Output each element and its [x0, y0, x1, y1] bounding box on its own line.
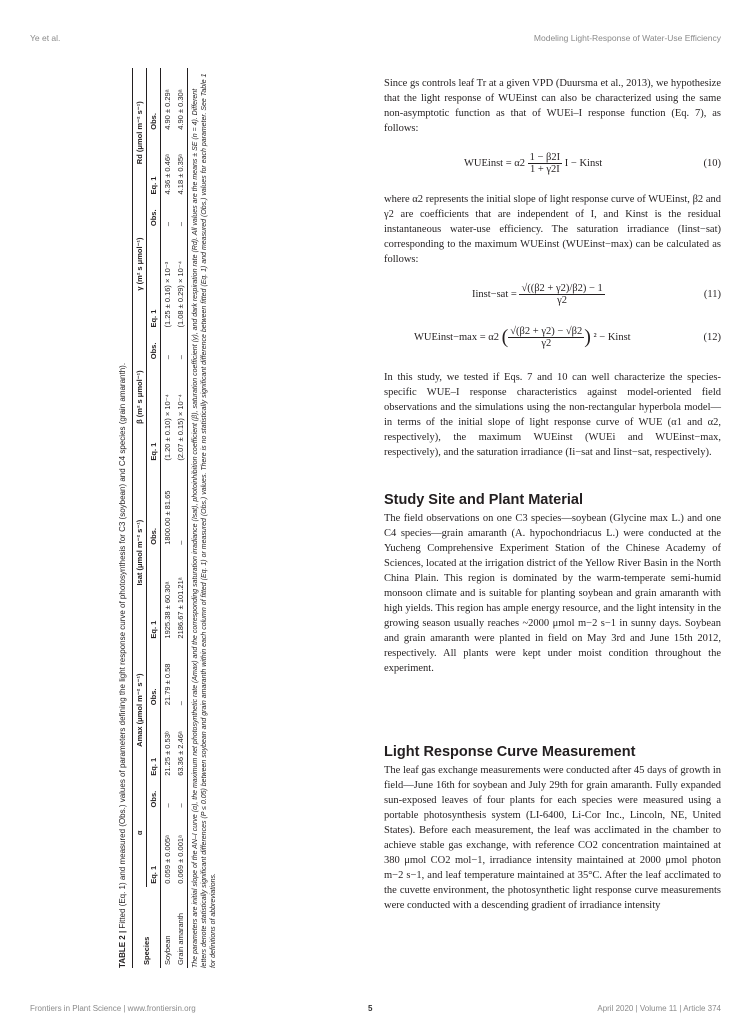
- eq12-lhs: WUEinst−max = α2: [414, 331, 499, 343]
- cell: –: [176, 803, 185, 808]
- cell: –: [163, 803, 172, 808]
- sub-eq: Eq. 1: [149, 620, 158, 639]
- equation-12: WUEinst−max = α2 ( $\frac{√(\beta 2 + \gamma 2) - √\beta 2}{\gamma 2}$ ) ² − Kinst (12): [414, 326, 721, 349]
- eq12-numerator: √(β2 + γ2) − √β2: [510, 326, 583, 337]
- eq11-denominator: γ2: [557, 295, 568, 306]
- col-amax: Amax (μmol m⁻² s⁻¹): [135, 673, 144, 747]
- parameters-table: [132, 68, 188, 968]
- cell: (1.08 ± 0.29) × 10⁻⁴: [176, 261, 185, 328]
- table-row: [161, 68, 175, 968]
- eq12-tail: ² − Kinst: [593, 331, 631, 343]
- footer-journal: Frontiers in Plant Science | www.frontiersin.org: [30, 1004, 196, 1013]
- eq11-lhs: Iinst−sat =: [472, 288, 517, 300]
- eq10-tail: I − Kinst: [564, 157, 603, 169]
- table-footnote: The parameters are initial slope of the AN–I curve (α), the maximum net photosynthetic rate (Amax) and the corresponding saturation irradiance (Isat), photoinhibition coefficient (β), saturation coefficient (γ), and dark respiration rate (Rd). All values are the means ± SE (n = 4). Different letters denote statistically significant differences (P ≤ 0.05) between soybean and grain amaranth within each column of fitted (Eq. 1) or measured (Obs.) values. There is no statistically significant difference between fitted (Eq. 1) and measured (Obs.) values for each parameter. See Table 1 for definitions of abbreviations.: [192, 73, 217, 968]
- col-species: Species: [142, 936, 151, 965]
- sub-eq: Eq. 1: [149, 176, 158, 195]
- eq10-numerator: 1 − β2I: [529, 152, 561, 163]
- eq12-fraction: [508, 326, 584, 349]
- table-row: [174, 68, 188, 968]
- equation-10: [384, 146, 721, 186]
- eq10-denominator: 1 + γ2I: [529, 164, 560, 175]
- sub-obs: Obs.: [149, 790, 158, 808]
- table-caption-text: Fitted (Eq. 1) and measured (Obs.) values of parameters defining the light response curve of photosynthesis for C3 (soybean) and C4 species (grain amaranth).: [118, 362, 127, 929]
- cell: 4.36 ± 0.46ᵃ: [163, 154, 172, 195]
- sub-obs: Obs.: [149, 113, 158, 130]
- equation-11: [384, 277, 721, 317]
- cell-species: Grain amaranth: [176, 912, 185, 965]
- section-heading-light-response: Light Response Curve Measurement: [384, 744, 636, 760]
- cell: (1.25 ± 0.16) × 10⁻³: [163, 261, 172, 328]
- table-caption: [118, 68, 128, 968]
- eq10-fraction: [528, 152, 563, 175]
- sub-obs: Obs.: [149, 688, 158, 706]
- sub-eq: Eq. 1: [149, 309, 158, 328]
- cell: 4.18 ± 0.35ᵃ: [176, 154, 185, 195]
- cell: 2186.67 ± 101.21ᵃ: [176, 577, 185, 639]
- cell-species: Soybean: [163, 935, 172, 965]
- cell: 1925.38 ± 60.30ᵃ: [163, 581, 172, 639]
- cell: –: [176, 355, 185, 360]
- col-beta: β (m² s μmol⁻¹): [135, 370, 144, 424]
- cell: –: [163, 221, 172, 227]
- paragraph-light-response: The leaf gas exchange measurements were conducted after 45 days of growth in field—June 16th for soybean and July 29th for grain amaranth. Fully expanded sun-exposed leaves of four plants for each species were measured using a portable photosynthesis system (LI-6400, Li-Cor Inc., Lincoln, NE, United States). Before each measurement, the leaf was acclimated in the chamber to achieve stable gas exchange, with reference CO2 concentration maintained at 380 μmol CO2 mol−1, irradiance intensity maintained at 2000 μmol photon m−2 s−1, and leaf temperature maintained at 35°C. After the leaf acclimated to the cuvette environment, the photosynthetic light response curve measurements were conducted with a descending gradient of irradiance intensity: [384, 765, 721, 911]
- cell: (1.20 ± 0.10) × 10⁻⁴: [163, 394, 172, 461]
- eq12-denominator: γ2: [541, 338, 552, 349]
- paragraph-study-site: The field observations on one C3 species—soybean (Glycine max L.) and one C4 species—grain amaranth (A. hypochondriacus L.) were conducted at the Yucheng Comprehensive Experiment Station of the Chinese Academy of Sciences, located at the irrigation district of the Yellow River Basin in the North China Plain. This region is dominated by the warm-temperate semi-humid monsoon climate and is suitable for planting soybean and grain amaranth with high yields. This region has ample energy resource, and the light intensity in the growing season usually reaches ~2000 μmol m−2 s−1 in sunny days. Soybean and grain amaranth were planted in field on May 3rd and June 15th 2012, respectively. All plants were kept under moist condition throughout the experiment.: [384, 513, 721, 674]
- col-gamma: γ (m² s μmol⁻¹): [135, 237, 144, 291]
- sub-obs: Obs.: [149, 209, 158, 227]
- eq11-numerator: √((β2 + γ2)/β2) − 1: [521, 283, 603, 294]
- sub-obs: Obs.: [149, 528, 158, 545]
- paragraph-in-this-study: In this study, we tested if Eqs. 7 and 10 can well characterize the species-specific WUE–I response characteristics against model-oriented field observations and the simulations using the non-rectangular hyperbola model—in terms of the initial slope of light response curve of WUE (α1 and α2, respectively), the maximum WUEinst (WUEi and WUEinst−max, respectively), and the saturation irradiance (Ii−sat and Iinst−sat, respectively).: [384, 372, 721, 458]
- cell: 0.059 ± 0.005ᵃ: [163, 835, 172, 884]
- cell: 63.36 ± 2.46ᵃ: [176, 731, 185, 776]
- eq11-number: (11): [703, 289, 721, 300]
- cell: (2.07 ± 0.15) × 10⁻⁴: [176, 394, 185, 461]
- running-header-title: Modeling Light-Response of Water-Use Efficiency: [533, 33, 721, 43]
- cell: 4.90 ± 0.29ᵃ: [163, 89, 172, 130]
- sub-obs: Obs.: [149, 342, 158, 360]
- cell: –: [176, 701, 185, 706]
- cell: 21.79 ± 0.58: [163, 663, 172, 706]
- table-caption-label: TABLE 2 |: [118, 930, 127, 968]
- col-isat: Isat (μmol m⁻² s⁻¹): [135, 519, 144, 586]
- paragraph-hypothesis: Since gs controls leaf Tr at a given VPD (Duursma et al., 2013), we hypothesize that the light response of WUEinst can also be characterized using the same non-asymptotic function as that of WUEi–I response function (Eq. 7), as follows:: [384, 78, 721, 134]
- cell: 0.069 ± 0.001ᵃ: [176, 835, 185, 884]
- col-alpha: α: [135, 830, 144, 836]
- sub-eq: Eq. 1: [149, 757, 158, 776]
- running-header-authors: Ye et al.: [30, 33, 61, 43]
- cell: –: [176, 540, 185, 545]
- sub-eq: Eq. 1: [149, 442, 158, 461]
- rotated-table-block: [118, 68, 268, 968]
- cell: –: [176, 221, 185, 227]
- footer-page-number: 5: [368, 1004, 373, 1013]
- eq10-number: (10): [703, 158, 721, 169]
- col-rd: Rd (μmol m⁻² s⁻¹): [135, 101, 144, 165]
- eq10-lhs: WUEinst = α2: [464, 157, 526, 169]
- cell: 4.90 ± 0.30ᵃ: [176, 89, 185, 130]
- footer-issue: April 2020 | Volume 11 | Article 374: [597, 1004, 721, 1013]
- section-heading-study-site: Study Site and Plant Material: [384, 492, 584, 508]
- eq12-number: (12): [703, 332, 721, 343]
- paragraph-where: where α2 represents the initial slope of light response curve of WUEinst, β2 and γ2 are coefficients that are independent of I, and Kinst is the residual instantaneous water-use efficiency. The saturation irradiance (Iinst−sat) corresponding to the maximum WUEinst (WUEinst−max) can be calculated as follows:: [384, 194, 721, 265]
- sub-eq: Eq. 1: [149, 865, 158, 884]
- cell: 21.25 ± 0.53ᵇ: [163, 731, 172, 776]
- cell: –: [163, 355, 172, 360]
- eq11-fraction: [519, 283, 604, 306]
- cell: 1800.00 ± 81.65: [163, 490, 172, 545]
